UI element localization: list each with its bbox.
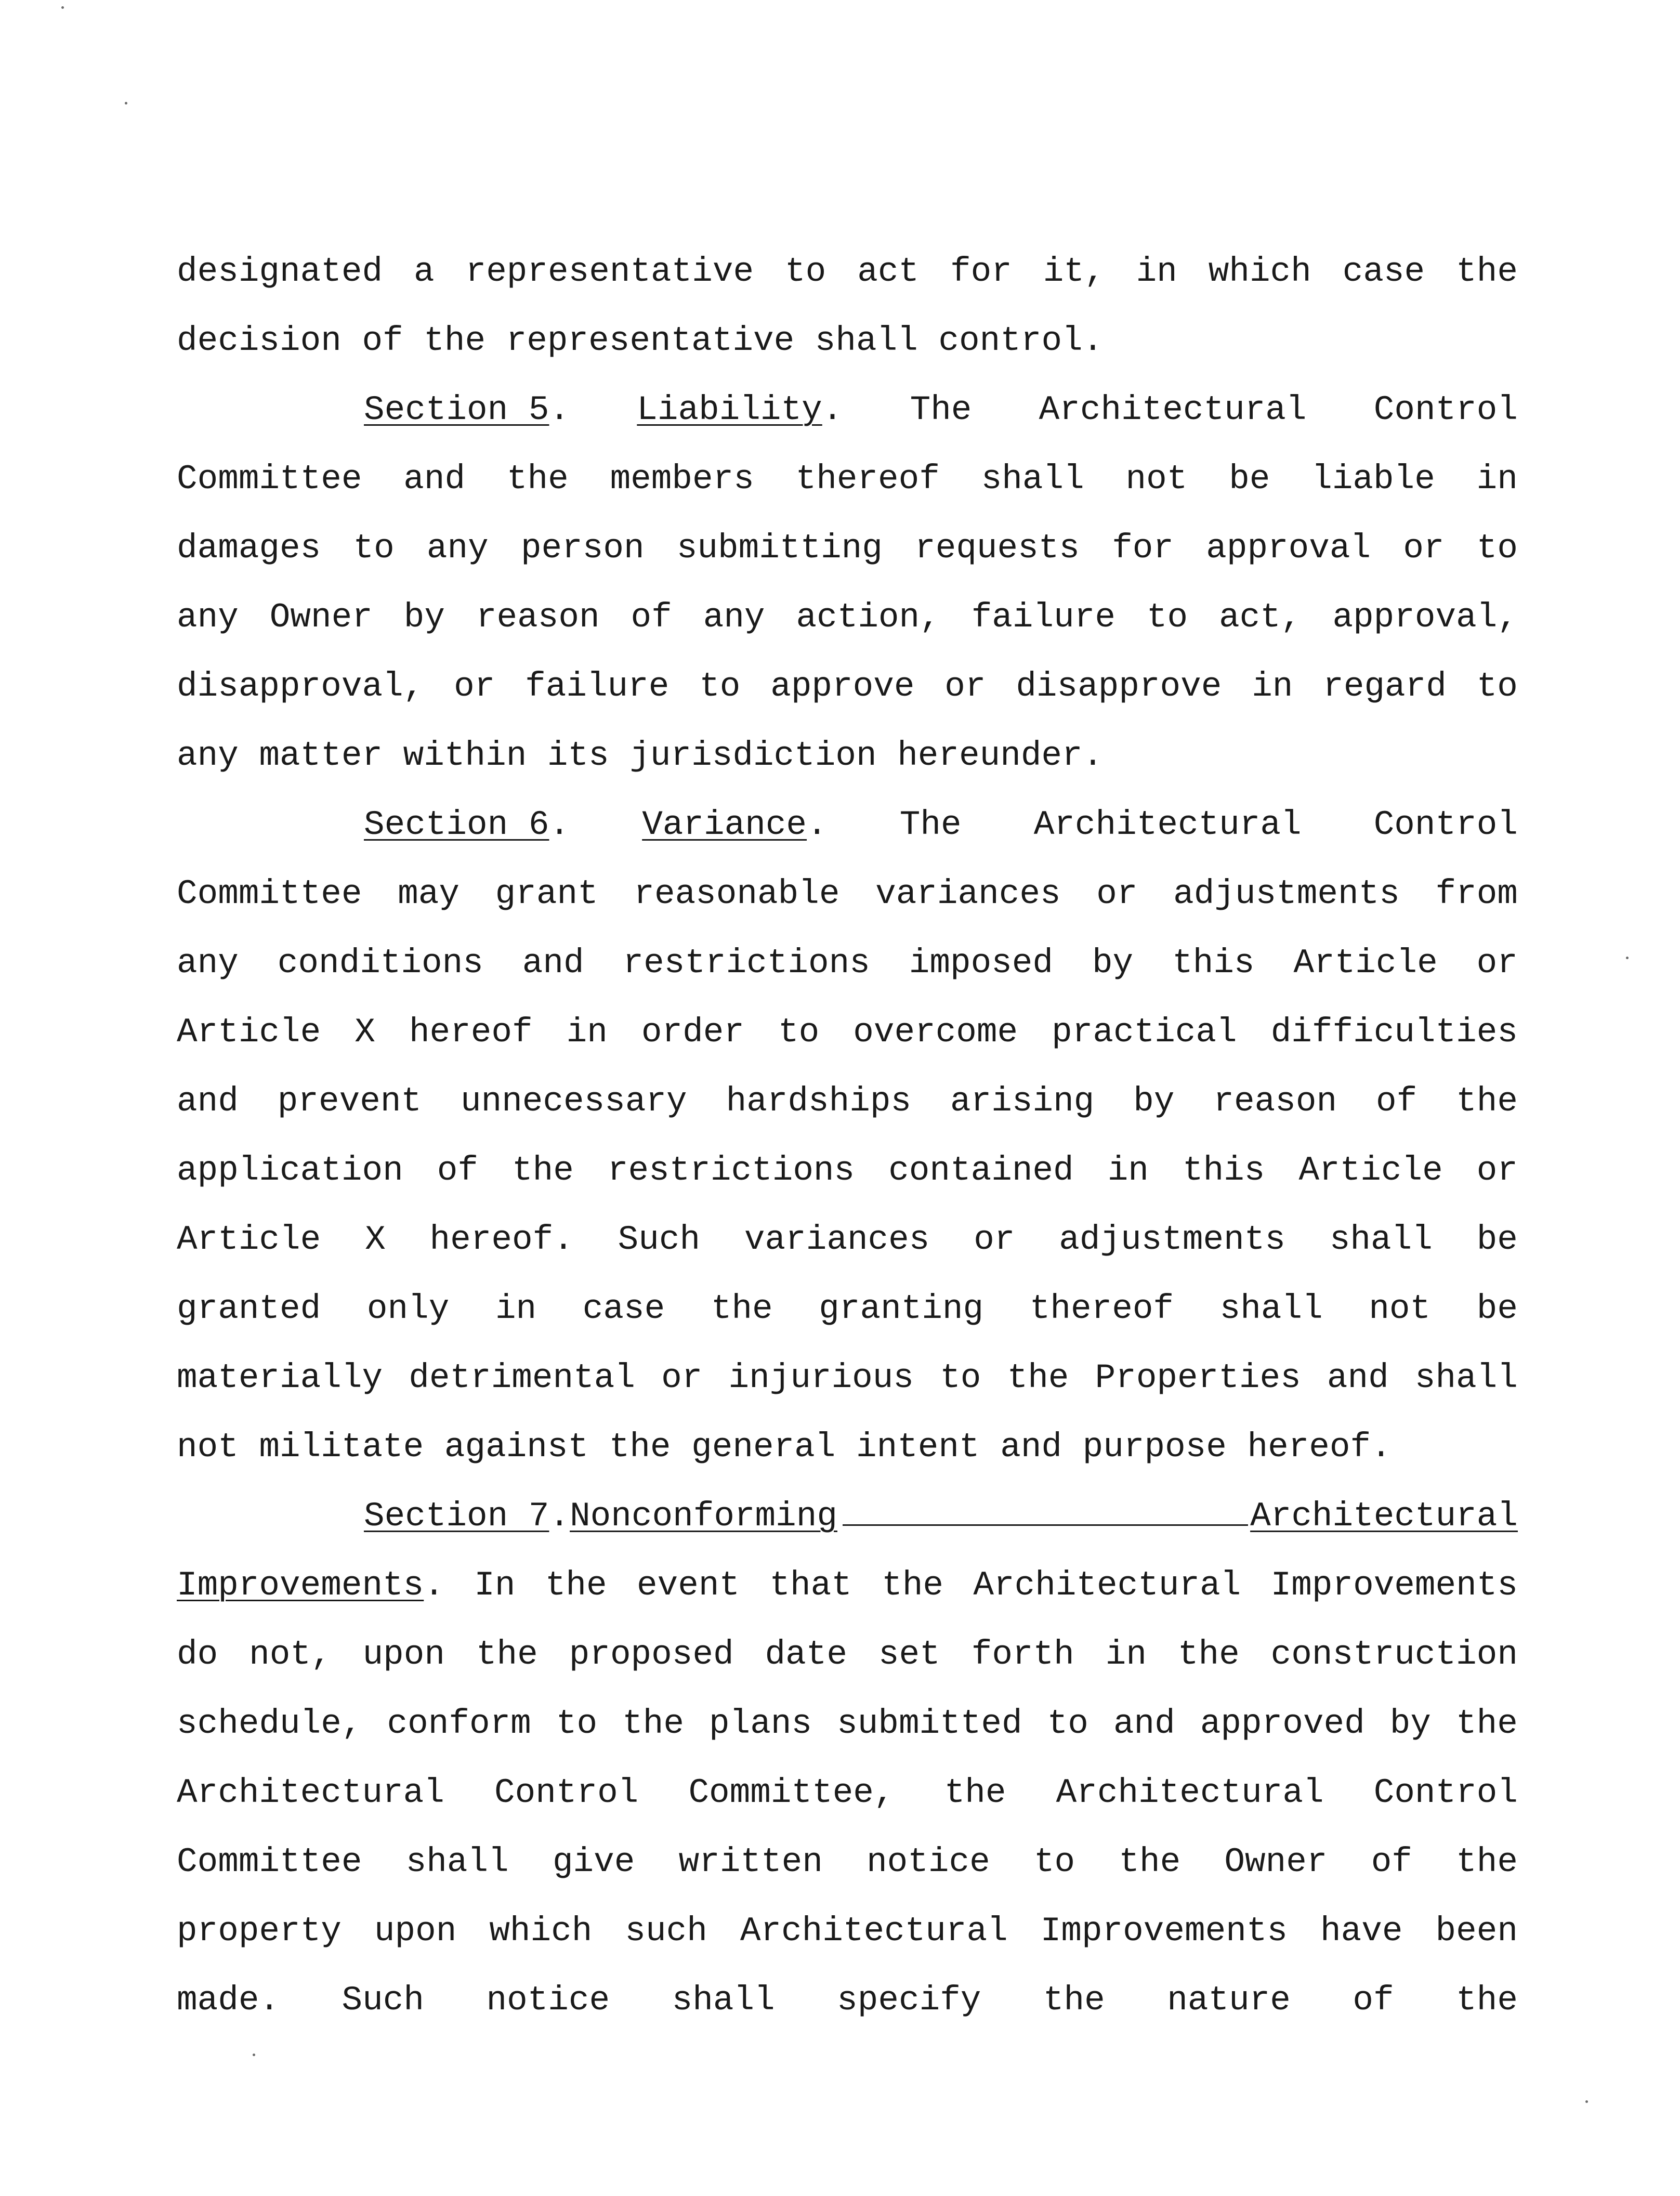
text-line [177,456,1518,503]
word: granting [819,1289,984,1328]
word: notice [867,1842,990,1881]
word: detrimental [409,1358,635,1397]
word: that [769,1566,852,1605]
word: to [1033,1842,1075,1881]
word: Architectural [1056,1773,1324,1812]
word: for [950,252,1012,291]
word: Improvements [1270,1566,1518,1605]
word: or [974,1220,1015,1259]
word: the [882,1566,944,1605]
text-line [177,940,1518,987]
word: or [454,667,495,706]
scan-speck [253,2054,255,2056]
word: in [1252,667,1293,706]
word: injurious [728,1358,914,1397]
word: and [522,944,584,983]
word: and [403,460,466,499]
word: restrictions [623,944,870,983]
word: in [495,1289,537,1328]
word: shall [981,460,1084,499]
word: approved [1200,1704,1365,1743]
word: by [403,598,445,637]
word: in [1107,1151,1149,1190]
heading-underlined-text: Variance [642,805,807,844]
word: by [1092,944,1134,983]
word: action, [796,598,940,637]
heading-underlined-text: Liability [637,390,822,429]
word: hereof [409,1013,533,1052]
text-line [177,1562,1518,1609]
word: damages [177,529,321,568]
text-line [177,1977,1518,2024]
word: reason [1213,1082,1337,1121]
word: or [1476,1151,1518,1190]
word: X [365,1220,386,1259]
word: thereof [795,460,940,499]
word: reason [476,598,600,637]
text-line [177,594,1518,641]
word: difficulties [1270,1013,1518,1052]
heading-word: Section 7. [364,1497,570,1536]
word: Control [1373,1773,1518,1812]
word: or [1403,529,1445,568]
word: regard [1323,667,1447,706]
text-line [364,802,1518,848]
word: conditions [277,944,483,983]
word: which [489,1912,593,1951]
word: not [177,1428,239,1467]
word: of [1371,1842,1412,1881]
word: to [1476,529,1518,568]
word: granted [177,1289,321,1328]
word: the [476,1635,538,1674]
heading-underlined-text: Section 6 [364,805,549,844]
word: submitted [837,1704,1022,1743]
word: the [1177,1635,1240,1674]
word: made. [177,1981,280,2020]
word: adjustments [1059,1220,1285,1259]
word: Such [618,1220,701,1259]
word: the [1456,1704,1518,1743]
word: imposed [909,944,1054,983]
word: order [641,1013,744,1052]
word: Improvements [1040,1912,1288,1951]
word: to [940,1358,981,1397]
word: of [362,321,403,360]
word: Architectural [740,1912,1008,1951]
word: variances [744,1220,930,1259]
heading-word: Section 6. [364,805,570,844]
word: to [1146,598,1188,637]
word: upon [374,1912,457,1951]
scan-speck [61,6,64,9]
word: to [785,252,826,291]
word: the [506,460,569,499]
heading-underline-gap [843,1493,1248,1526]
word: contained [888,1151,1074,1190]
word: application [177,1151,403,1190]
word: Article [177,1220,321,1259]
word: Properties [1095,1358,1301,1397]
word: only [366,1289,450,1328]
scan-speck [1585,2100,1588,2103]
word: Control [1373,805,1518,844]
word: approval [1206,529,1371,568]
word: requests [915,529,1080,568]
word: or [944,667,986,706]
word: or [1096,874,1138,913]
word: the [424,321,486,360]
word: for [1112,529,1174,568]
word: not [1125,460,1188,499]
word: act, [1219,598,1302,637]
word: shall [405,1842,509,1881]
heading-underlined-text: Section 7 [364,1497,549,1536]
word: Owner [269,598,373,637]
word: or [661,1358,703,1397]
word: in [566,1013,608,1052]
word: and [177,1082,239,1121]
word: to [1047,1704,1088,1743]
text-line [177,249,1518,295]
word: of [1353,1981,1394,2020]
word: nature [1167,1981,1291,2020]
word: overcome [853,1013,1018,1052]
word: thereof [1029,1289,1174,1328]
word: failure [971,598,1115,637]
word: Architectural [1033,805,1302,844]
word: plans [709,1704,812,1743]
word: Such [342,1981,424,2020]
word: its [547,736,609,775]
word: submitting [676,529,883,568]
word: variances [875,874,1061,913]
word: of [1376,1082,1418,1121]
word: Committee [177,460,362,499]
heading-underlined-text: Improvements [177,1566,424,1605]
word: the [511,1151,574,1190]
word: shall [815,321,918,360]
word: representative [506,321,795,360]
word: to [353,529,395,568]
word: not [1369,1289,1431,1328]
word: adjustments [1173,874,1400,913]
word: disapproval, [177,667,424,706]
word: approval, [1332,598,1518,637]
word: be [1476,1220,1518,1259]
text-line [177,1839,1518,1886]
word: it, [1043,252,1105,291]
word: set [878,1635,940,1674]
word: give [552,1842,635,1881]
word: property [177,1912,342,1951]
word: Article [1293,944,1438,983]
text-line [177,318,1518,364]
heading-word: Architectural [1250,1497,1518,1536]
word: decision [177,321,342,360]
scan-speck [125,102,127,104]
word: control. [938,321,1104,360]
word: date [765,1635,847,1674]
word: by [1133,1082,1175,1121]
word: Control [1373,390,1518,429]
text-line [177,1701,1518,1747]
word: any [177,598,239,637]
word: of [631,598,672,637]
text-line [177,525,1518,572]
word: proposed [569,1635,734,1674]
word: written [678,1842,823,1881]
word: Architectural [973,1566,1241,1605]
word: to [556,1704,598,1743]
word: notice [486,1981,610,2020]
word: the [1456,1981,1518,2020]
word: the [1007,1358,1069,1397]
word: reasonable [634,874,840,913]
word: X [355,1013,375,1052]
word: the [944,1773,1006,1812]
text-line [177,1631,1518,1678]
word: Committee [177,874,362,913]
word: this [1172,944,1255,983]
text-line [177,733,1518,779]
word: from [1435,874,1518,913]
word: a [414,252,435,291]
word: approve [770,667,915,706]
heading-underlined-text: Section 5 [364,390,549,429]
text-line [364,387,1518,434]
word: shall [1219,1289,1323,1328]
word: practical [1052,1013,1237,1052]
word: which [1208,252,1311,291]
word: any [177,736,239,775]
word: unnecessary [460,1082,687,1121]
word: any [703,598,765,637]
word: arising [950,1082,1095,1121]
word: the [1456,1082,1518,1121]
word: hereof. [1247,1428,1392,1467]
word: be [1476,1289,1518,1328]
word: hardships [726,1082,912,1121]
word: disapprove [1016,667,1222,706]
text-line [177,1078,1518,1125]
text-line [177,1770,1518,1816]
text-line [177,663,1518,710]
word: such [625,1912,707,1951]
word: schedule, [177,1704,362,1743]
word: the [711,1289,773,1328]
word: Article [177,1013,321,1052]
word: general [691,1428,836,1467]
word: the [1119,1842,1181,1881]
word: upon [362,1635,445,1674]
word: Article [1298,1151,1443,1190]
word: in [1105,1635,1147,1674]
word: the [545,1566,607,1605]
heading-word: Variance. [642,805,828,844]
word: The [910,390,972,429]
word: purpose [1082,1428,1227,1467]
text-line [177,1424,1518,1471]
word: Owner [1224,1842,1328,1881]
word: and [1327,1358,1389,1397]
word: prevent [277,1082,422,1121]
word: the [1456,1842,1518,1881]
word: the [622,1704,684,1743]
text-line [177,1009,1518,1056]
word: the [1043,1981,1105,2020]
word: Architectural [1039,390,1307,429]
word: hereof. [429,1220,574,1259]
word: intent [856,1428,980,1467]
text-line [364,1493,1518,1540]
word: do [177,1635,218,1674]
word: person [520,529,645,568]
word: in [1136,252,1177,291]
text-line [177,1286,1518,1332]
word: forth [971,1635,1074,1674]
heading-word: Section 5. [364,390,570,429]
word: conform [387,1704,531,1743]
heading-word: Nonconforming [570,1497,837,1536]
word: of [437,1151,478,1190]
word: against [444,1428,589,1467]
word: any [426,529,489,568]
word: shall [672,1981,775,2020]
word: this [1182,1151,1265,1190]
text-line [177,871,1518,918]
word: liable [1311,460,1435,499]
word: the [609,1428,671,1467]
word: the [1456,252,1518,291]
word: militate [259,1428,424,1467]
word: event [637,1566,740,1605]
word: been [1435,1912,1518,1951]
heading-word: Improvements. [177,1566,444,1605]
word: or [1476,944,1518,983]
word: to [1476,667,1518,706]
word: to [699,667,741,706]
word: in [1476,460,1518,499]
word: restrictions [607,1151,855,1190]
word: construction [1270,1635,1518,1674]
word: designated [177,252,383,291]
word: within [403,736,527,775]
word: and [1000,1428,1062,1467]
text-line [177,1355,1518,1402]
word: shall [1414,1358,1518,1397]
word: act [857,252,920,291]
word: any [177,944,239,983]
word: In [474,1566,516,1605]
word: by [1389,1704,1431,1743]
text-line [177,1217,1518,1263]
word: may [398,874,460,913]
word: failure [525,667,670,706]
word: hereunder. [897,736,1104,775]
word: The [899,805,962,844]
word: Architectural [177,1773,444,1812]
word: case [582,1289,665,1328]
text-line [177,1147,1518,1194]
word: be [1229,460,1270,499]
word: not, [249,1635,332,1674]
word: jurisdiction [629,736,877,775]
word: materially [177,1358,383,1397]
word: have [1320,1912,1403,1951]
word: to [778,1013,820,1052]
word: members [610,460,754,499]
word: Committee, [688,1773,895,1812]
text-line [177,1908,1518,1955]
word: representative [465,252,754,291]
word: grant [495,874,598,913]
word: case [1342,252,1425,291]
word: matter [259,736,383,775]
word: and [1113,1704,1175,1743]
heading-word: Liability. [637,390,843,429]
word: Control [494,1773,639,1812]
word: shall [1329,1220,1433,1259]
word: Committee [177,1842,362,1881]
word: specify [837,1981,981,2020]
scan-speck [1626,957,1629,959]
